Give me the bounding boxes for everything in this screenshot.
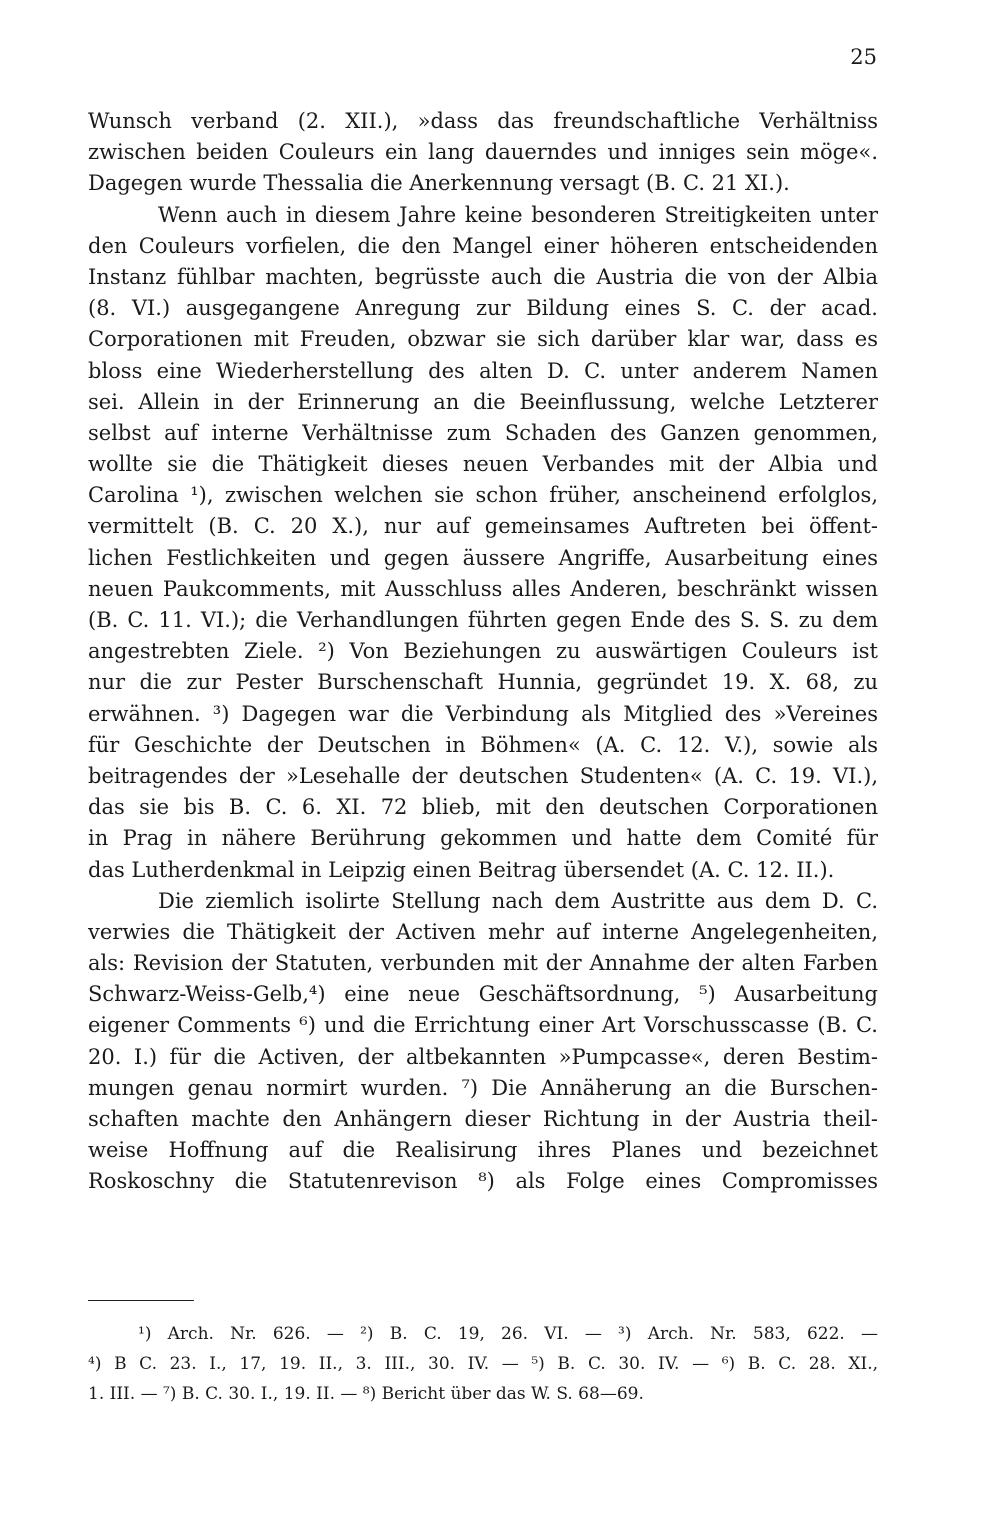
text-line: das Lutherdenkmal in Leipzig einen Beitrag übersendet (A. C. 12. II.).: [88, 857, 835, 882]
text-line: eigener Comments ⁶) und die Errichtung einer Art Vorschusscasse (B. C.: [88, 1013, 878, 1038]
text-line: Wenn auch in diesem Jahre keine besonderen Streitigkeiten unter: [158, 202, 878, 227]
footnotes: [88, 1319, 878, 1409]
text-line: Schwarz-Weiss-Gelb,⁴) eine neue Geschäftsordnung, ⁵) Ausarbeitung: [88, 982, 878, 1007]
text-line: (8. VI.) ausgegangene Anregung zur Bildung eines S. C. der acad.: [88, 296, 878, 321]
text-line: verwies die Thätigkeit der Activen mehr auf interne Angelegenheiten,: [88, 919, 878, 944]
text-line: für Geschichte der Deutschen in Böhmen« (A. C. 12. V.), sowie als: [88, 732, 878, 757]
text-line: lichen Festlichkeiten und gegen äussere Angriffe, Ausarbeitung eines: [88, 545, 878, 570]
text-line: weise Hoffnung auf die Realisirung ihres Planes und bezeichnet: [88, 1138, 878, 1163]
text-line: Carolina ¹), zwischen welchen sie schon früher, anscheinend erfolglos,: [88, 483, 878, 508]
text-line: beitragendes der »Lesehalle der deutschen Studenten« (A. C. 19. VI.),: [88, 763, 878, 788]
text-line: zwischen beiden Couleurs ein lang dauerndes und inniges sein möge«.: [88, 140, 878, 165]
text-line: Roskoschny die Statutenrevison ⁸) als Folge eines Compromisses: [88, 1169, 878, 1194]
page-number: 25: [850, 45, 877, 69]
text-line: wollte sie die Thätigkeit dieses neuen Verbandes mit der Albia und: [88, 452, 878, 477]
text-line: den Couleurs vorfielen, die den Mangel einer höheren entscheidenden: [88, 233, 878, 258]
text-line: das sie bis B. C. 6. XI. 72 blieb, mit den deutschen Corporationen: [88, 795, 878, 820]
text-line: vermittelt (B. C. 20 X.), nur auf gemeinsames Auftreten bei öffent-: [88, 514, 878, 539]
footnote-divider: [88, 1300, 194, 1301]
text-line: bloss eine Wiederherstellung des alten D. C. unter anderem Namen: [88, 358, 878, 383]
text-line: schaften machte den Anhängern dieser Richtung in der Austria theil-: [88, 1107, 878, 1131]
text-line: mungen genau normirt wurden. ⁷) Die Annäherung an die Burschen-: [88, 1075, 878, 1100]
text-line: Corporationen mit Freuden, obzwar sie sich darüber klar war, dass es: [88, 327, 878, 352]
text-line: (B. C. 11. VI.); die Verhandlungen führten gegen Ende des S. S. zu dem: [88, 608, 878, 632]
text-line: in Prag in nähere Berührung gekommen und hatte dem Comité für: [88, 826, 878, 851]
text-line: angestrebten Ziele. ²) Von Beziehungen zu auswärtigen Couleurs ist: [88, 639, 878, 664]
text-line: Dagegen wurde Thessalia die Anerkennung versagt (B. C. 21 XI.).: [88, 171, 790, 196]
text-line: Wunsch verband (2. XII.), »dass das freundschaftliche Verhältniss: [88, 109, 878, 133]
footnote-line: ¹) Arch. Nr. 626. — ²) B. C. 19, 26. VI. — ³) Arch. Nr. 583, 622. —: [138, 1324, 878, 1344]
text-line: erwähnen. ³) Dagegen war die Verbindung als Mitglied des »Vereines: [88, 701, 878, 726]
text-line: als: Revision der Statuten, verbunden mit der Annahme der alten Farben: [88, 951, 878, 976]
text-line: Instanz fühlbar machten, begrüsste auch die Austria die von der Albia: [88, 264, 878, 289]
text-line: selbst auf interne Verhältnisse zum Schaden des Ganzen genommen,: [88, 420, 878, 445]
text-line: 20. I.) für die Activen, der altbekannten »Pumpcasse«, deren Bestim-: [88, 1044, 878, 1069]
footnote-line: ⁴) B C. 23. I., 17, 19. II., 3. III., 30. IV. — ⁵) B. C. 30. IV. — ⁶) B. C. 28. XI.,: [88, 1354, 878, 1374]
body-text: [88, 106, 878, 1198]
text-line: nur die zur Pester Burschenschaft Hunnia, gegründet 19. X. 68, zu: [88, 670, 878, 695]
text-line: neuen Paukcomments, mit Ausschluss alles Anderen, beschränkt wissen: [88, 576, 878, 601]
text-line: sei. Allein in der Erinnerung an die Beeinflussung, welche Letzterer: [88, 389, 878, 414]
text-line: Die ziemlich isolirte Stellung nach dem Austritte aus dem D. C.: [158, 888, 878, 913]
footnote-line: 1. III. — ⁷) B. C. 30. I., 19. II. — ⁸) Bericht über das W. S. 68—69.: [88, 1384, 644, 1404]
